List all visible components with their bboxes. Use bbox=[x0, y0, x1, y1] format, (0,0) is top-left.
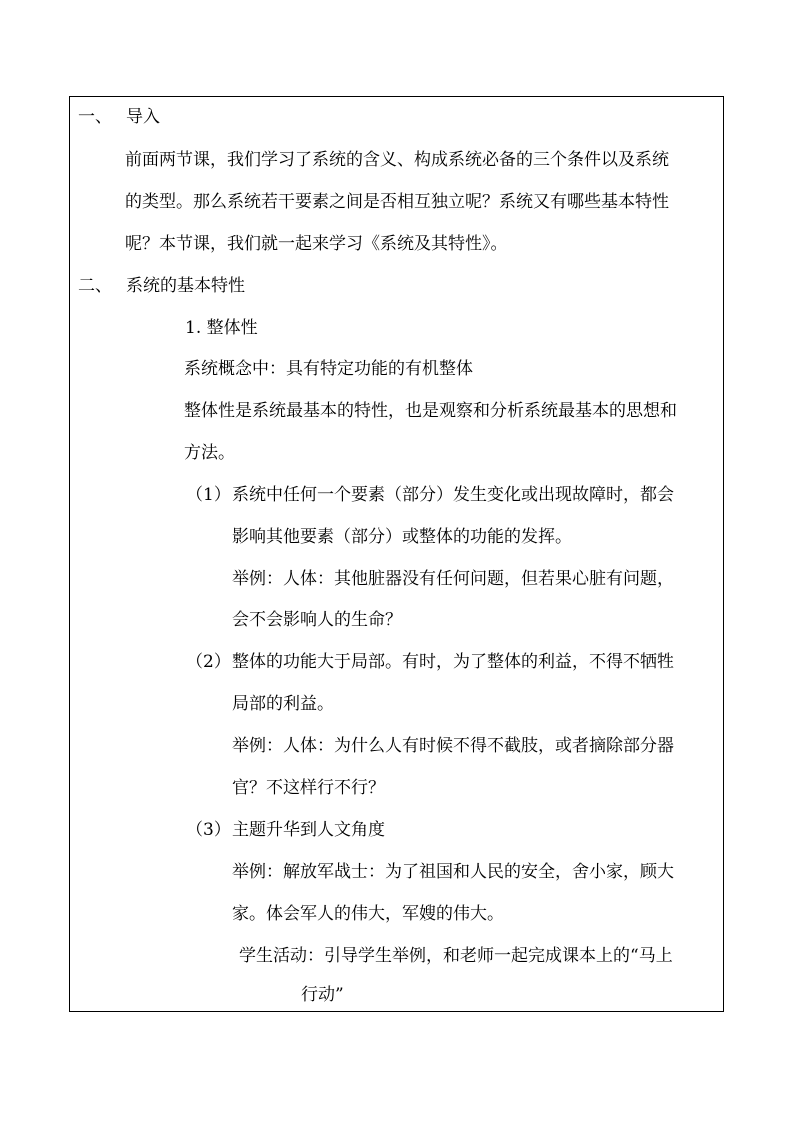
section-2-number: 二、 bbox=[78, 276, 112, 296]
point-number: （2） bbox=[186, 652, 231, 672]
section-1-paragraph-line: 前面两节课，我们学习了系统的含义、构成系统必备的三个条件以及系统 bbox=[125, 150, 669, 170]
example-line: 会不会影响人的生命？ bbox=[232, 610, 402, 630]
section-1-paragraph-line: 呢？本节课，我们就一起来学习《系统及其特性》。 bbox=[125, 234, 508, 254]
example-line: 官？不这样行不行？ bbox=[232, 778, 385, 798]
section-1-number: 一、 bbox=[78, 107, 112, 127]
section-1-heading: 导入 bbox=[126, 107, 160, 127]
point-line: 系统中任何一个要素（部分）发生变化或出现故障时，都会 bbox=[232, 485, 674, 505]
point-number: （3） bbox=[186, 820, 231, 840]
section-2-heading: 系统的基本特性 bbox=[126, 276, 245, 296]
concept-line: 系统概念中：具有特定功能的有机整体 bbox=[184, 359, 473, 379]
definition-line: 方法。 bbox=[184, 443, 235, 463]
point-number: （1） bbox=[186, 485, 231, 505]
section-1-paragraph-line: 的类型。那么系统若干要素之间是否相互独立呢？系统又有哪些基本特性 bbox=[125, 192, 669, 212]
definition-line: 整体性是系统最基本的特性，也是观察和分析系统最基本的思想和 bbox=[184, 401, 677, 421]
point-line: 整体的功能大于局部。有时，为了整体的利益，不得不牺牲 bbox=[232, 652, 674, 672]
subsection-title: 1. 整体性 bbox=[185, 318, 258, 338]
example-line: 举例：人体：为什么人有时候不得不截肢，或者摘除部分器 bbox=[232, 736, 674, 756]
point-line: 影响其他要素（部分）或整体的功能的发挥。 bbox=[232, 527, 572, 547]
example-line: 举例：人体：其他脏器没有任何问题，但若果心脏有问题， bbox=[232, 569, 674, 589]
example-line: 家。体会军人的伟大，军嫂的伟大。 bbox=[232, 904, 504, 924]
point-line: 主题升华到人文角度 bbox=[232, 820, 385, 840]
point-line: 局部的利益。 bbox=[232, 694, 334, 714]
example-line: 举例：解放军战士：为了祖国和人民的安全，舍小家，顾大 bbox=[232, 862, 674, 882]
activity-line: 行动” bbox=[301, 985, 344, 1005]
activity-line: 学生活动：引导学生举例，和老师一起完成课本上的“马上 bbox=[239, 946, 673, 966]
